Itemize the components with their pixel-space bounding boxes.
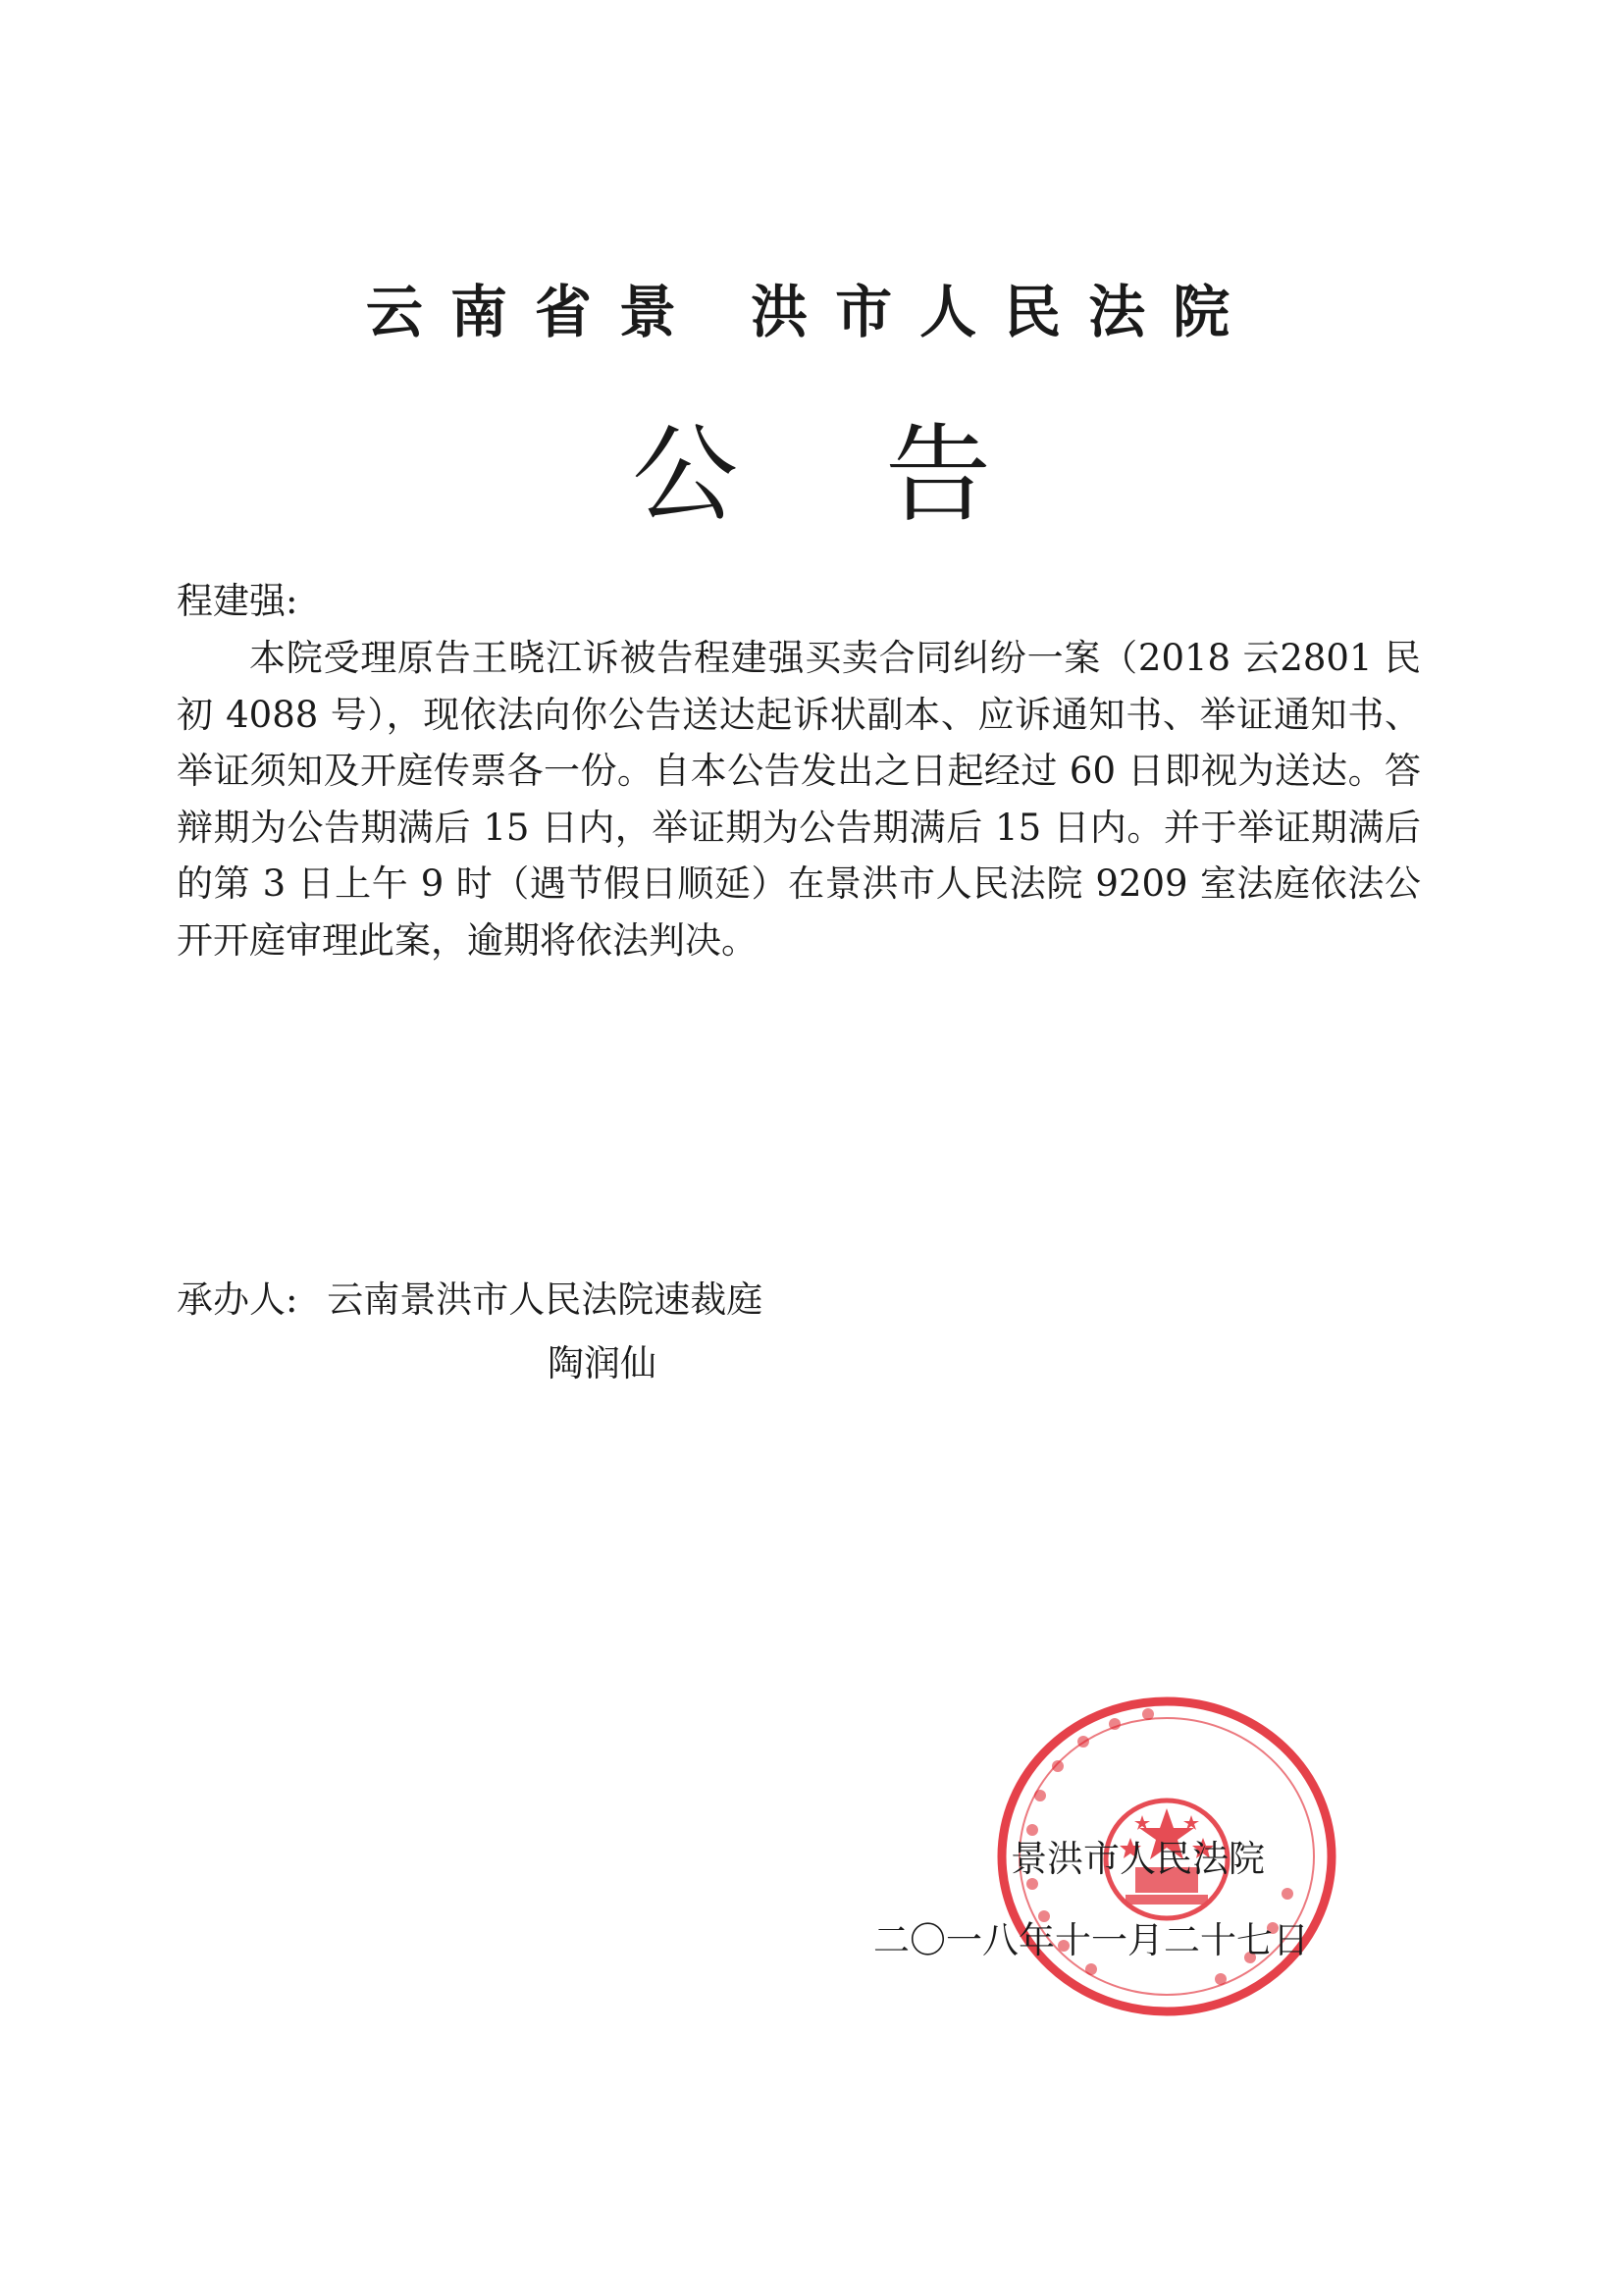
- document-title: 公告: [631, 414, 1138, 537]
- handler-label: 承办人:: [177, 1278, 298, 1321]
- handler-line: [177, 1273, 762, 1328]
- notice-body: 本院受理原告王晓江诉被告程建强买卖合同纠纷一案（2018 云2801 民初 4088 号），现依法向你公告送达起诉状副本、应诉通知书、举证通知书、举证须知及开庭传票各一份。自本公告发出之日起经过 60 日即视为送达。答辩期为公告期满后 15 日内，举证期为公告期满后 15 日内。并于举证期满后的第 3 日上午 9 时（遇节假日顺延）在景洪市人民法院 9209 室法庭依法公开开庭审理此案，逾期将依法判决。: [177, 637, 1421, 962]
- court-name-heading: 云南省景 洪市人民法院: [365, 279, 1258, 345]
- addressee: 程建强:: [177, 580, 298, 622]
- handler-name: 陶润仙: [548, 1342, 656, 1384]
- handler-department: 云南景洪市人民法院速裁庭: [327, 1278, 763, 1321]
- issue-date: 二〇一八年十一月二十七日: [873, 1919, 1309, 1961]
- issuing-court: 景洪市人民法院: [1011, 1838, 1265, 1880]
